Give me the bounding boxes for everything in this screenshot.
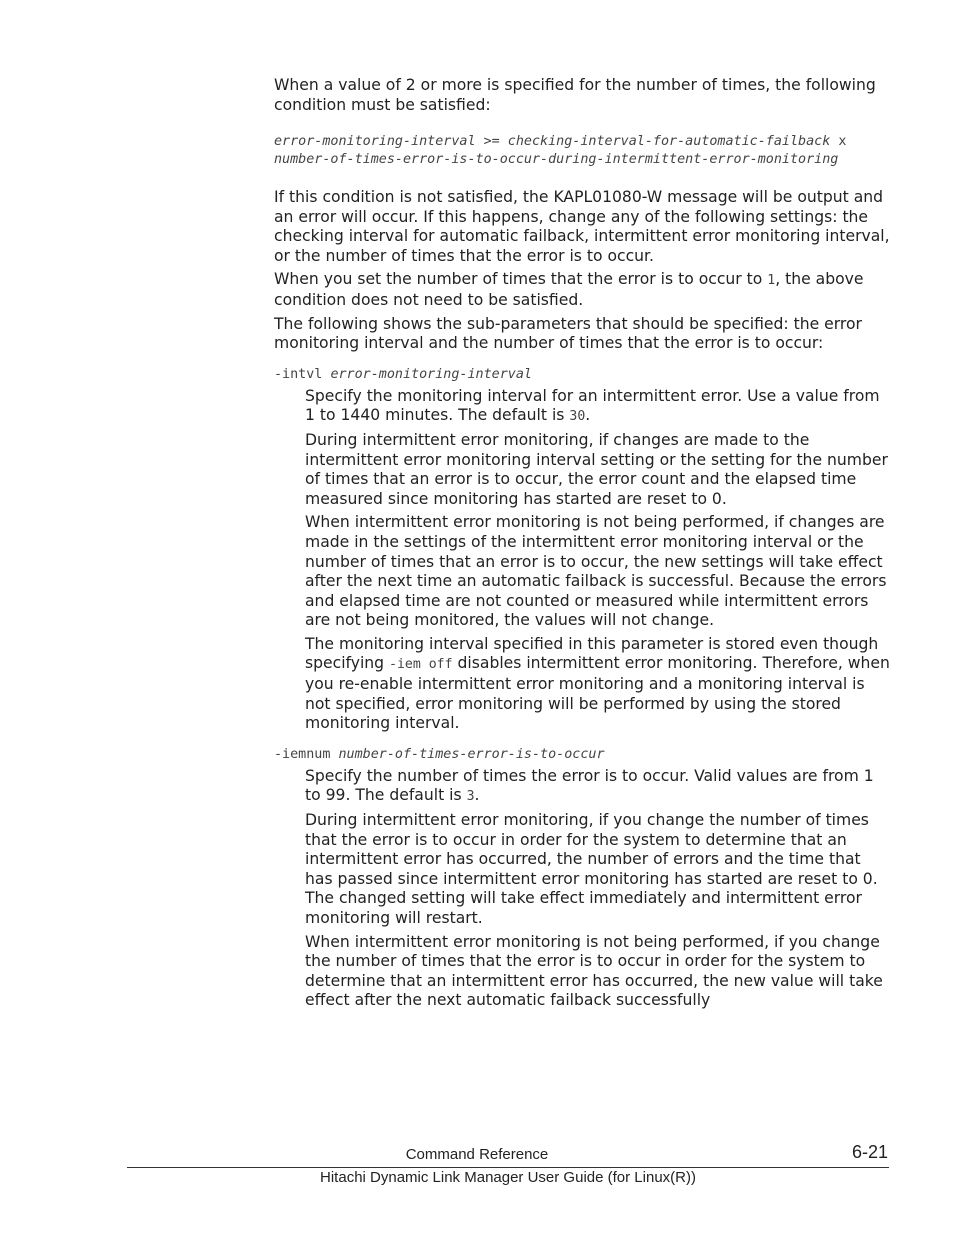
- set-one-paragraph: When you set the number of times that the error is to occur to 1, the above condition does not need to be satisfied.: [274, 270, 864, 309]
- param-intvl-description: [305, 387, 890, 734]
- footer-section-title: Command Reference: [405, 1146, 549, 1163]
- formula-operator-x: x: [830, 134, 847, 150]
- code-default-3: 3: [466, 789, 475, 805]
- condition-paragraph: If this condition is not satisfied, the KAPL01080-W message will be output and an error will occur. If this happens, change any of the following settings: the checking interval for automatic failback, intermittent error monitoring interval, or the number of times that the error is to occur.: [274, 188, 890, 265]
- param-iemnum-arg: number-of-times-error-is-to-occur: [338, 746, 605, 762]
- param-intvl-arg: error-monitoring-interval: [330, 366, 532, 382]
- intro-paragraph: When a value of 2 or more is specified for the number of times, the following condition must be satisfied:: [274, 76, 876, 114]
- intvl-paragraph-2: During intermittent error monitoring, if changes are made to the intermittent error monitoring interval setting or the setting for the number of times that an error is to occur, the error count and the elapsed time measured since monitoring has started are reset to 0.: [305, 430, 888, 508]
- condition-formula: [274, 133, 890, 168]
- footer-divider: [127, 1167, 889, 1168]
- iemnum-paragraph-3: When intermittent error monitoring is not being performed, if you change the number of times that the error is to occur in order for the system to determine that an intermittent error has occurred, the new value will take effect after the next automatic failback successfully: [305, 932, 883, 1010]
- sub-params-intro: The following shows the sub-parameters that should be specified: the error monitoring interval and the number of times that the error is to occur:: [274, 314, 862, 353]
- footer-book-title: Hitachi Dynamic Link Manager User Guide (for Linux(R)): [320, 1169, 696, 1186]
- formula-left: error-monitoring-interval: [274, 134, 476, 150]
- param-iemnum-term: [274, 746, 890, 763]
- code-default-30: 30: [569, 409, 586, 425]
- iemnum-paragraph-1: Specify the number of times the error is to occur. Valid values are from 1 to 99. The default is 3.: [305, 766, 874, 805]
- formula-middle: checking-interval-for-automatic-failback: [507, 134, 831, 150]
- param-iemnum-flag: -iemnum: [274, 746, 331, 762]
- code-iem-off: -iem off: [389, 657, 453, 673]
- param-intvl-term: [274, 366, 890, 383]
- intvl-paragraph-3: When intermittent error monitoring is not being performed, if changes are made in the settings of the intermittent error monitoring interval or the number of times that an error is to occur, the new settings will take effect after the next time an automatic failback is successful. Because the errors and elapsed time are not counted or measured while intermittent errors are not being monitored, the values will not change.: [305, 513, 887, 630]
- formula-right: number-of-times-error-is-to-occur-during-intermittent-error-monitoring: [274, 151, 839, 167]
- formula-operator-ge: >=: [475, 134, 508, 150]
- page-number: 6-21: [851, 1142, 888, 1162]
- code-value-one: 1: [767, 273, 776, 289]
- param-intvl-flag: -intvl: [274, 366, 323, 382]
- param-iemnum-description: [305, 767, 890, 1011]
- page-content: [274, 76, 890, 1015]
- intvl-paragraph-1: Specify the monitoring interval for an intermittent error. Use a value from 1 to 1440 minutes. The default is 30.: [305, 386, 880, 425]
- iemnum-paragraph-2: During intermittent error monitoring, if you change the number of times that the error is to occur in order for the system to determine that an intermittent error has occurred, the number of errors and the time that has passed since intermittent error monitoring has started are reset to 0. The changed setting will take effect immediately and intermittent error monitoring will restart.: [305, 811, 878, 927]
- intvl-paragraph-4: The monitoring interval specified in this parameter is stored even though specifying -iem off disables intermittent error monitoring. Therefore, when you re-enable intermittent error monitoring and a monitoring interval is not specified, error monitoring will be performed by using the stored monitoring interval.: [305, 634, 890, 733]
